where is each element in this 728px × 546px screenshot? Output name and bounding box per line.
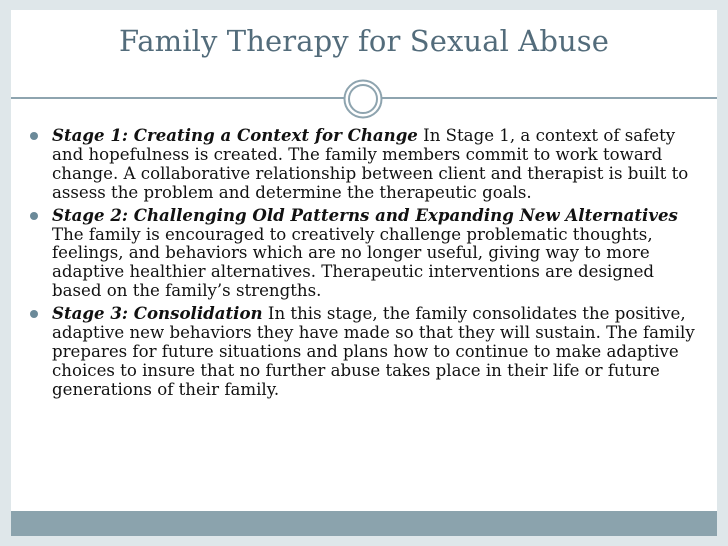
bullet-dot-icon bbox=[30, 132, 38, 140]
bullet-dot-icon bbox=[30, 310, 38, 318]
bullet-item-stage-2 bbox=[28, 206, 700, 302]
bullet-body: In Stage 1, a context of safety and hopefulness is created. The family members commit to work toward change. A collaborative relationship between client and therapist is built to assess the problem and determine the therapeutic goals. bbox=[52, 126, 689, 202]
frame-top-border bbox=[0, 0, 728, 10]
frame-right-border bbox=[717, 0, 728, 546]
bullet-heading: Stage 2: Challenging Old Patterns and Expanding New Alternatives bbox=[52, 204, 678, 225]
bullet-body: The family is encouraged to creatively challenge problematic thoughts, feelings, and behaviors which are no longer useful, giving way to more adaptive healthier alternatives. Therapeutic interventions are designed based on the family’s strengths. bbox=[52, 224, 655, 301]
bullet-heading: Stage 1: Creating a Context for Change bbox=[52, 125, 418, 145]
bullet-heading: Stage 3: Consolidation bbox=[52, 303, 263, 324]
slide-title: Family Therapy for Sexual Abuse bbox=[118, 24, 610, 58]
bullet-body: In this stage, the family consolidates the positive, adaptive new behaviors they have made so that they will sustain. The family prepares for future situations and plans how to continue to make adaptive choices to insure that no further abuse takes place in their life or future generations of their family. bbox=[52, 304, 695, 399]
frame-left-border bbox=[0, 0, 11, 546]
concentric-circle-icon bbox=[343, 79, 383, 119]
bullet-list bbox=[28, 126, 700, 403]
bullet-item-stage-1 bbox=[28, 126, 700, 203]
footer-accent-bar bbox=[11, 511, 717, 536]
frame-bottom-border bbox=[0, 536, 728, 546]
bullet-dot-icon bbox=[30, 212, 38, 220]
bullet-item-stage-3 bbox=[28, 304, 700, 400]
